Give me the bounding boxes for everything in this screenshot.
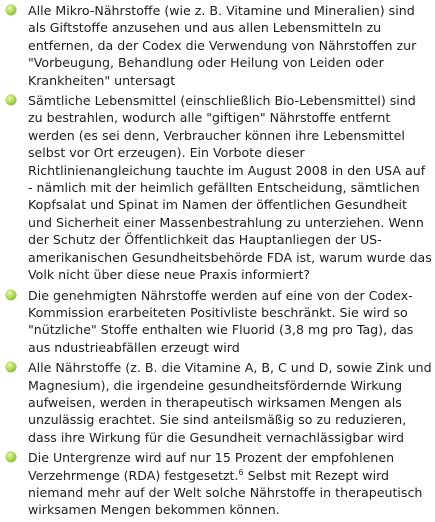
item-text-part: Die Untergrenze wird auf nur 15 Prozent der empfohlenen Verzehrmenge (RDA) festgesetzt.: [28, 450, 395, 483]
item-text-part: Selbst mit Rezept wird niemand mehr auf der Welt solche Nährstoffe in therapeutisch wirksamen Mengen bekommen können.: [28, 467, 423, 518]
bullet-list: [0, 2, 435, 522]
item-text: [28, 288, 413, 355]
item-text-part: , wodurch alle "giftigen" Nährstoffe entfernt werden (es sei denn, Verbraucher können ihre Lebensmittel selbst vor Ort erzeugen). Ein Vorbote dieser Richtlinienangleichung tauchte im August 2008 in den USA auf - nämlich mit der heimlich gefällten Entscheidung, sämtlichen Kopfsalat und Spinat im Namen der öffentlichen Gesundheit und Sicherheit einer Massenbestrahlung zu unterziehen. Wenn der Schutz der Öffentlichkeit das Hauptanliegen der US-amerikanischen Gesundheitsbehörde FDA ist, warum wurde das Volk nicht über diese neue Praxis informiert?: [28, 110, 432, 283]
list-item: [0, 359, 435, 446]
green-bullet-icon: [6, 362, 16, 372]
link-saemtliche-lebensmittel[interactable]: Sämtliche Lebensmittel: [28, 93, 177, 109]
link-bestrahlen[interactable]: bestrahlen: [46, 110, 114, 126]
item-text-part: (einschließlich Bio-Lebensmittel) sind zu: [28, 93, 416, 126]
item-text: [28, 93, 432, 282]
item-text: [28, 360, 432, 445]
item-text-part: Die genehmigten Nährstoffe werden auf eine von der Codex-Kommission erarbeiteten Positivliste beschränkt. Sie wird so "nützliche" Stoffe enthalten wie: [28, 287, 413, 338]
footnote-marker[interactable]: 6: [238, 467, 244, 477]
item-text-part: ), die irgendeine gesundheitsfördernde Wirkung aufweisen, werden in therapeutisch wirksamen Mengen als unzulässig erachtet. Sie sind anteilsmäßig so zu reduzieren, dass ihre Wirkung für die Gesundheit vernachlässigbar wird: [28, 377, 407, 445]
item-text-part: (3,8 mg pro Tag), das aus ndustrieabfällen erzeugt wird: [28, 322, 414, 355]
green-bullet-icon: [6, 452, 16, 462]
list-item: [0, 449, 435, 519]
list-item: [0, 287, 435, 357]
list-item: [0, 2, 435, 89]
item-text-part: Alle Nährstoffe (z. B. die Vitamine A, B, C und D, sowie Zink und: [28, 360, 432, 376]
item-text: [28, 450, 422, 517]
green-bullet-icon: [6, 95, 16, 105]
link-fluorid[interactable]: Fluorid: [231, 322, 276, 338]
link-magnesium[interactable]: Magnesium: [28, 377, 101, 393]
list-item: [0, 92, 435, 283]
item-text: Alle Mikro-Nährstoffe (wie z. B. Vitamine und Mineralien) sind als Giftstoffe anzusehen und aus allen Lebensmitteln zu entfernen, da der Codex die Verwendung von Nährstoffen zur "Vorbeugung, Behandlung oder Heilung von Leiden oder Krankheiten" untersagt: [28, 3, 417, 88]
green-bullet-icon: [6, 5, 16, 15]
green-bullet-icon: [6, 290, 16, 300]
